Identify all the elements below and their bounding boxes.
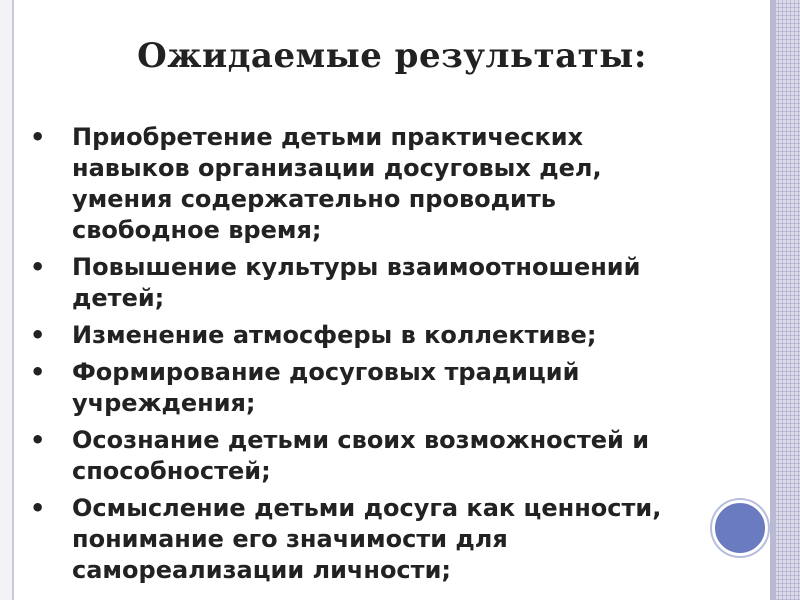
bullet-text: Приобретение детьми практических навыков организации досуговых дел, умения содержательно проводить свободное время; (72, 123, 602, 244)
bullet-item (30, 252, 730, 314)
bullet-item (30, 357, 730, 419)
bullet-text: Изменение атмосферы в коллективе; (72, 321, 597, 349)
slide-title: Ожидаемые результаты: (137, 36, 647, 76)
bullet-icon: • (30, 253, 46, 281)
bullet-item (30, 493, 730, 586)
bullet-icon: • (30, 358, 46, 386)
bullet-text: Осознание детьми своих возможностей и способностей; (72, 426, 650, 485)
decorative-circle-icon (712, 500, 768, 556)
bullet-list (30, 122, 730, 592)
bullet-item (30, 320, 730, 351)
bullet-text: Повышение культуры взаимоотношений детей; (72, 253, 641, 312)
left-frame-border (0, 0, 14, 600)
bullet-icon: • (30, 426, 46, 454)
bullet-item (30, 122, 730, 246)
right-decorative-strip (764, 0, 800, 600)
bullet-icon: • (30, 494, 46, 522)
bullet-text: Формирование досуговых традиций учреждения; (72, 358, 580, 417)
bullet-text: Осмысление детьми досуга как ценности, понимание его значимости для самореализации личности; (72, 494, 662, 584)
bullet-icon: • (30, 123, 46, 151)
bullet-item (30, 425, 730, 487)
bullet-icon: • (30, 321, 46, 349)
